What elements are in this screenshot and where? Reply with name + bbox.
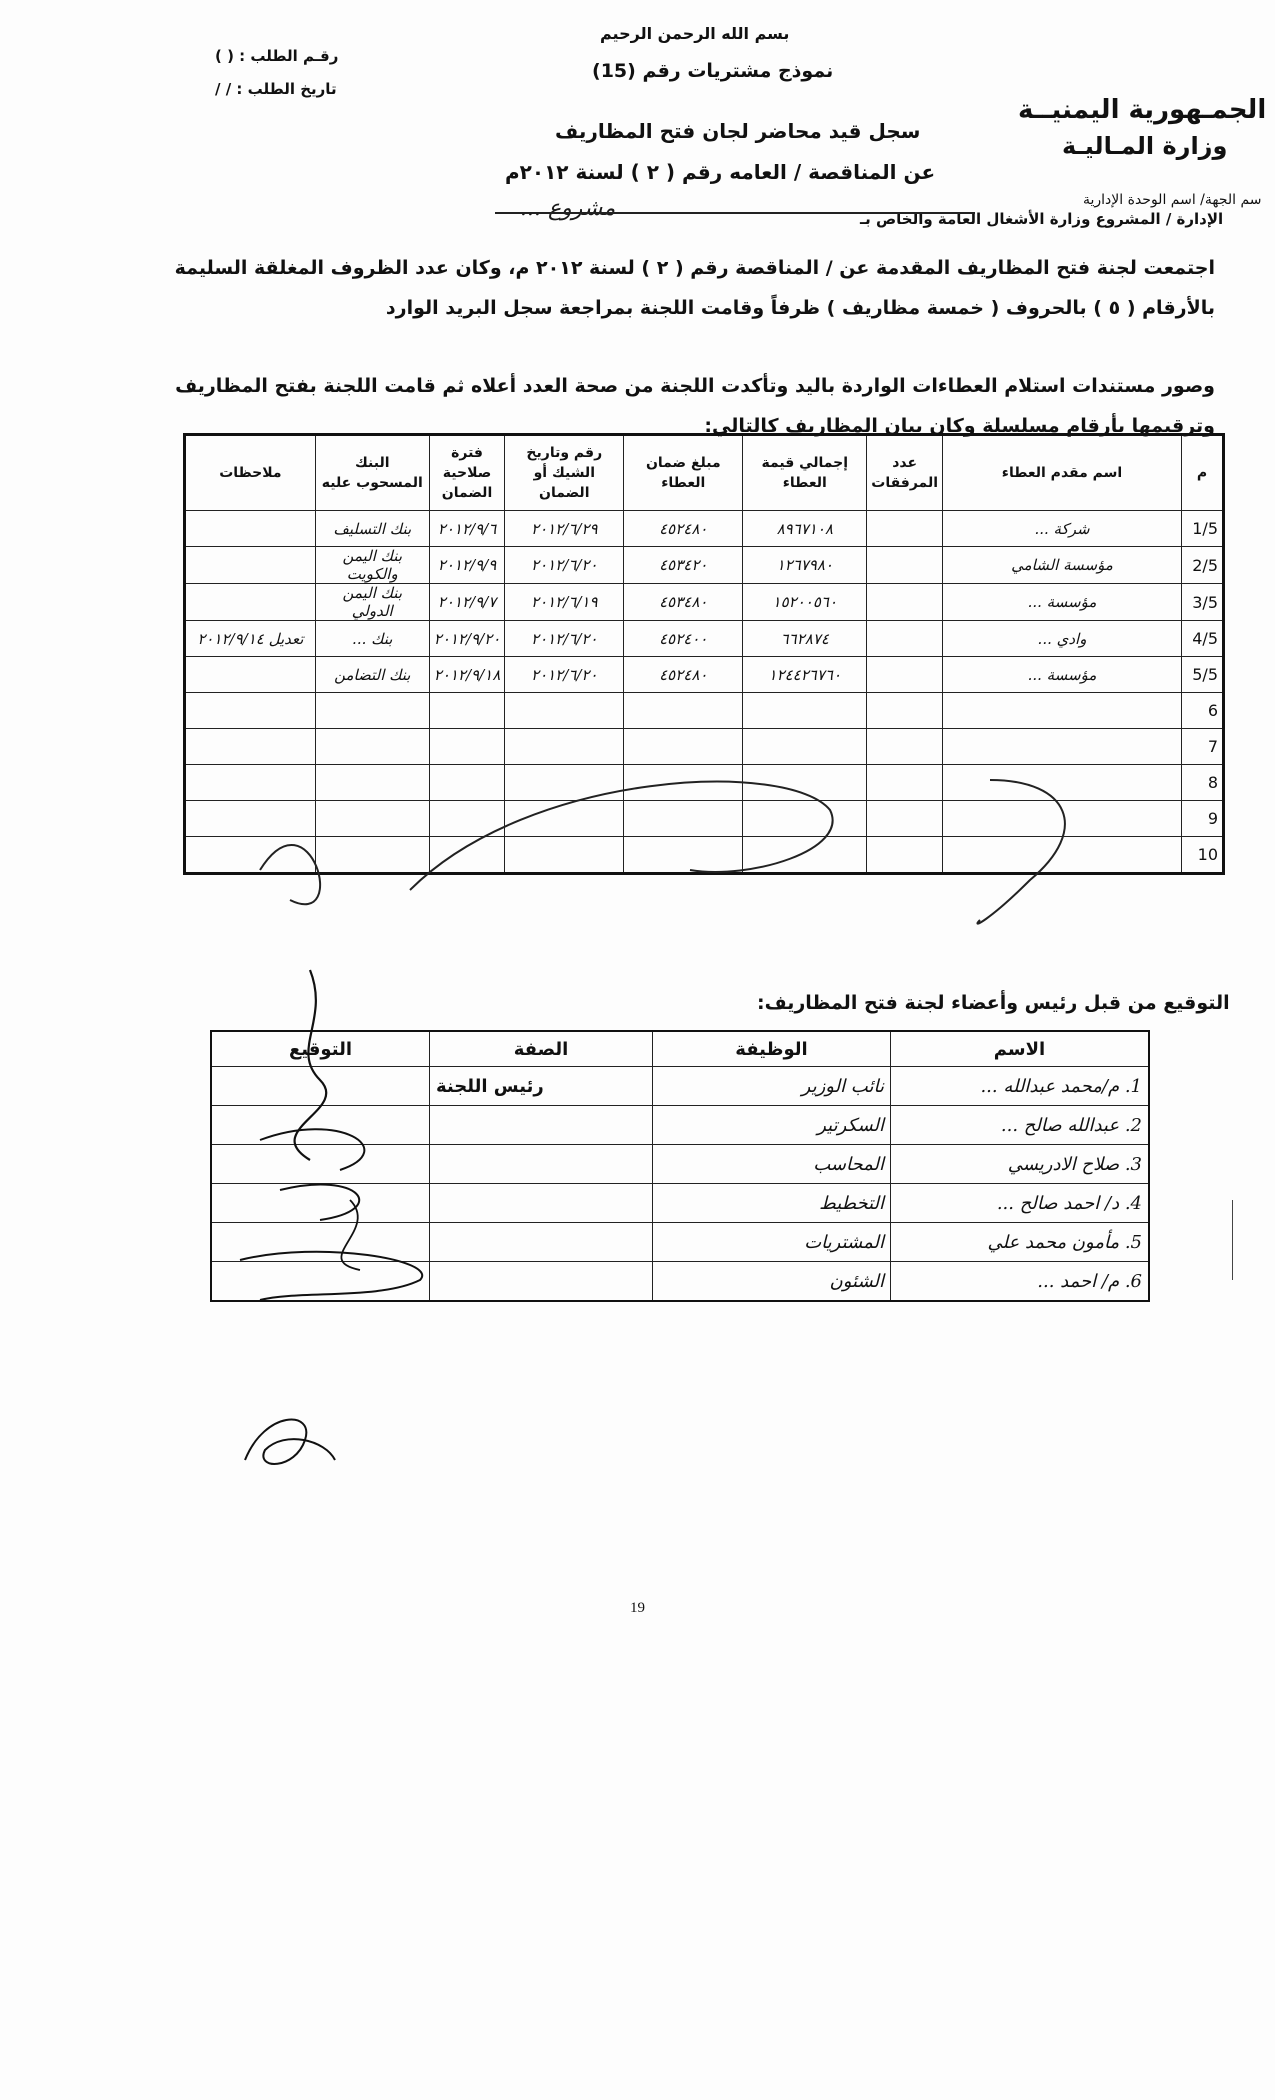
initials-scribble bbox=[225, 1400, 345, 1480]
row-serial: 1/5 bbox=[1182, 511, 1224, 547]
row-notes bbox=[185, 547, 316, 584]
signature-row bbox=[211, 1145, 1149, 1184]
col-notes: ملاحظات bbox=[185, 435, 316, 511]
table-row bbox=[185, 547, 1224, 584]
bids-table bbox=[183, 433, 1225, 875]
row-attachments bbox=[867, 729, 943, 765]
member-job: نائب الوزير bbox=[653, 1067, 891, 1106]
member-signature bbox=[211, 1106, 430, 1145]
row-validity: ٢٠١٢/٩/٩ bbox=[429, 547, 505, 584]
row-serial: 3/5 bbox=[1182, 584, 1224, 621]
project-label: الإدارة / المشروع وزارة الأشغال العامة والخاص بـ bbox=[860, 210, 1224, 228]
ministry-name: وزارة المـاليـة bbox=[1062, 132, 1228, 160]
project-underline bbox=[495, 212, 975, 214]
col-signature: التوقيع bbox=[211, 1031, 430, 1067]
row-guarantee bbox=[624, 765, 743, 801]
row-notes bbox=[185, 729, 316, 765]
row-notes bbox=[185, 584, 316, 621]
row-cheque bbox=[505, 693, 624, 729]
row-cheque bbox=[505, 801, 624, 837]
signatures-heading: التوقيع من قبل رئيس وأعضاء لجنة فتح المظاريف: bbox=[757, 992, 1230, 1014]
row-guarantee: ٤٥٢٤٠٠ bbox=[624, 621, 743, 657]
basmala: بسم الله الرحمن الرحيم bbox=[600, 24, 790, 43]
project-handwritten: مشروع ... bbox=[520, 196, 616, 221]
table-row bbox=[185, 511, 1224, 547]
col-name: الاسم bbox=[891, 1031, 1150, 1067]
row-bank bbox=[315, 693, 429, 729]
row-serial: 5/5 bbox=[1182, 657, 1224, 693]
member-job: المشتريات bbox=[653, 1223, 891, 1262]
row-notes bbox=[185, 801, 316, 837]
row-guarantee: ٤٥٢٤٨٠ bbox=[624, 657, 743, 693]
row-attachments bbox=[867, 765, 943, 801]
row-notes bbox=[185, 657, 316, 693]
row-cheque bbox=[505, 729, 624, 765]
signature-row bbox=[211, 1067, 1149, 1106]
intro-line-3: وصور مستندات استلام العطاءات الواردة باليد وتأكدت اللجنة من صحة العدد أعلاه ثم قامت اللجنة بفتح المظاريف bbox=[175, 375, 1215, 397]
member-job: الشئون bbox=[653, 1262, 891, 1302]
table-row bbox=[185, 765, 1224, 801]
row-total bbox=[743, 801, 867, 837]
row-serial: 10 bbox=[1182, 837, 1224, 874]
signatures-table bbox=[210, 1030, 1150, 1302]
page-number: 19 bbox=[630, 1600, 645, 1616]
row-bidder: مؤسسة ... bbox=[943, 584, 1182, 621]
scan-artifact-line bbox=[1232, 1200, 1233, 1280]
row-guarantee bbox=[624, 729, 743, 765]
row-total bbox=[743, 837, 867, 874]
row-total: ١٢٦٧٩٨٠ bbox=[743, 547, 867, 584]
member-signature bbox=[211, 1067, 430, 1106]
row-validity: ٢٠١٢/٩/١٨ bbox=[429, 657, 505, 693]
row-serial: 7 bbox=[1182, 729, 1224, 765]
member-role: رئيس اللجنة bbox=[430, 1067, 653, 1106]
signature-row bbox=[211, 1184, 1149, 1223]
row-serial: 8 bbox=[1182, 765, 1224, 801]
row-total: ١٥٢٠٠٥٦٠ bbox=[743, 584, 867, 621]
row-attachments bbox=[867, 837, 943, 874]
row-bidder: مؤسسة الشامي bbox=[943, 547, 1182, 584]
row-cheque bbox=[505, 765, 624, 801]
row-guarantee: ٤٥٣٤٨٠ bbox=[624, 584, 743, 621]
row-cheque: ٢٠١٢/٦/٢٠ bbox=[505, 657, 624, 693]
row-validity bbox=[429, 693, 505, 729]
row-total: ١٢٤٤٢٦٧٦٠ bbox=[743, 657, 867, 693]
member-role bbox=[430, 1184, 653, 1223]
row-validity bbox=[429, 837, 505, 874]
row-bidder bbox=[943, 765, 1182, 801]
republic-name: الجمـهورية اليمنيــة bbox=[1018, 95, 1267, 125]
row-validity: ٢٠١٢/٩/٢٠ bbox=[429, 621, 505, 657]
col-validity: فترة صلاحية الضمان bbox=[429, 435, 505, 511]
tender-line: عن المناقصة / العامه رقم ( ٢ ) لسنة ٢٠١٢م bbox=[505, 160, 936, 184]
member-signature bbox=[211, 1184, 430, 1223]
row-notes bbox=[185, 837, 316, 874]
row-serial: 4/5 bbox=[1182, 621, 1224, 657]
row-bidder: وادي ... bbox=[943, 621, 1182, 657]
table-row bbox=[185, 801, 1224, 837]
col-serial: م bbox=[1182, 435, 1224, 511]
row-notes: تعديل ٢٠١٢/٩/١٤ bbox=[185, 621, 316, 657]
row-cheque bbox=[505, 837, 624, 874]
row-notes bbox=[185, 693, 316, 729]
row-serial: 9 bbox=[1182, 801, 1224, 837]
row-bidder bbox=[943, 837, 1182, 874]
row-serial: 6 bbox=[1182, 693, 1224, 729]
table-row bbox=[185, 729, 1224, 765]
row-notes bbox=[185, 511, 316, 547]
col-job: الوظيفة bbox=[653, 1031, 891, 1067]
member-role bbox=[430, 1145, 653, 1184]
row-attachments bbox=[867, 801, 943, 837]
row-cheque: ٢٠١٢/٦/٢٠ bbox=[505, 621, 624, 657]
col-bidder: اسم مقدم العطاء bbox=[943, 435, 1182, 511]
member-job: السكرتير bbox=[653, 1106, 891, 1145]
row-guarantee: ٤٥٢٤٨٠ bbox=[624, 511, 743, 547]
bids-header-row bbox=[185, 435, 1224, 511]
signature-row bbox=[211, 1106, 1149, 1145]
col-role: الصفة bbox=[430, 1031, 653, 1067]
row-guarantee bbox=[624, 801, 743, 837]
row-notes bbox=[185, 765, 316, 801]
table-row bbox=[185, 584, 1224, 621]
member-signature bbox=[211, 1223, 430, 1262]
row-attachments bbox=[867, 547, 943, 584]
row-total: ٦٦٢٨٧٤ bbox=[743, 621, 867, 657]
row-bidder bbox=[943, 801, 1182, 837]
intro-line-2: بالأرقام ( ٥ ) بالحروف ( خمسة مظاريف ) ظرفاً وقامت اللجنة بمراجعة سجل البريد الوارد bbox=[385, 297, 1215, 319]
col-total: إجمالي قيمة العطاء bbox=[743, 435, 867, 511]
row-total bbox=[743, 693, 867, 729]
row-guarantee: ٤٥٣٤٢٠ bbox=[624, 547, 743, 584]
row-guarantee bbox=[624, 693, 743, 729]
row-bank: بنك اليمن الدولي bbox=[315, 584, 429, 621]
row-validity: ٢٠١٢/٩/٧ bbox=[429, 584, 505, 621]
row-bank: بنك التسليف bbox=[315, 511, 429, 547]
row-bidder bbox=[943, 693, 1182, 729]
signature-row bbox=[211, 1262, 1149, 1302]
row-bank bbox=[315, 729, 429, 765]
member-name: 1. م/محمد عبدالله ... bbox=[891, 1067, 1150, 1106]
row-serial: 2/5 bbox=[1182, 547, 1224, 584]
member-name: 5. مأمون محمد علي bbox=[891, 1223, 1150, 1262]
row-attachments bbox=[867, 584, 943, 621]
signature-row bbox=[211, 1223, 1149, 1262]
col-bank: البنك المسحوب عليه bbox=[315, 435, 429, 511]
row-attachments bbox=[867, 657, 943, 693]
row-cheque: ٢٠١٢/٦/١٩ bbox=[505, 584, 624, 621]
member-name: 3. صلاح الادريسي bbox=[891, 1145, 1150, 1184]
member-role bbox=[430, 1223, 653, 1262]
member-name: 4. د/ احمد صالح ... bbox=[891, 1184, 1150, 1223]
table-row bbox=[185, 693, 1224, 729]
row-bidder bbox=[943, 729, 1182, 765]
row-validity bbox=[429, 729, 505, 765]
row-bank: بنك ... bbox=[315, 621, 429, 657]
member-name: 6. م/ احمد ... bbox=[891, 1262, 1150, 1302]
row-guarantee bbox=[624, 837, 743, 874]
col-guarantee: مبلغ ضمان العطاء bbox=[624, 435, 743, 511]
member-role bbox=[430, 1262, 653, 1302]
member-job: التخطيط bbox=[653, 1184, 891, 1223]
row-bidder: مؤسسة ... bbox=[943, 657, 1182, 693]
row-bank: بنك اليمن والكويت bbox=[315, 547, 429, 584]
row-validity: ٢٠١٢/٩/٦ bbox=[429, 511, 505, 547]
row-validity bbox=[429, 801, 505, 837]
row-bank bbox=[315, 837, 429, 874]
row-attachments bbox=[867, 693, 943, 729]
member-name: 2. عبدالله صالح ... bbox=[891, 1106, 1150, 1145]
form-title: نموذج مشتريات رقم (15) bbox=[592, 60, 834, 82]
row-total bbox=[743, 729, 867, 765]
table-row bbox=[185, 621, 1224, 657]
register-title: سجل قيد محاضر لجان فتح المظاريف bbox=[555, 119, 921, 143]
row-total: ٨٩٦٧١٠٨ bbox=[743, 511, 867, 547]
row-bidder: شركة ... bbox=[943, 511, 1182, 547]
row-validity bbox=[429, 765, 505, 801]
request-number-label: رقـم الطلب : ( ) bbox=[215, 47, 339, 65]
col-attachments: عدد المرفقات bbox=[867, 435, 943, 511]
row-attachments bbox=[867, 621, 943, 657]
member-role bbox=[430, 1106, 653, 1145]
row-cheque: ٢٠١٢/٦/٢٠ bbox=[505, 547, 624, 584]
row-bank bbox=[315, 765, 429, 801]
row-cheque: ٢٠١٢/٦/٢٩ bbox=[505, 511, 624, 547]
col-cheque: رقم وتاريخ الشيك أو الضمان bbox=[505, 435, 624, 511]
table-row bbox=[185, 837, 1224, 874]
request-date-label: تاريخ الطلب : / / bbox=[215, 80, 337, 98]
row-attachments bbox=[867, 511, 943, 547]
member-job: المحاسب bbox=[653, 1145, 891, 1184]
intro-line-1: اجتمعت لجنة فتح المظاريف المقدمة عن / المناقصة رقم ( ٢ ) لسنة ٢٠١٢ م، وكان عدد الظروف المغلقة السليمة bbox=[174, 257, 1215, 279]
row-total bbox=[743, 765, 867, 801]
member-signature bbox=[211, 1262, 430, 1302]
row-bank bbox=[315, 801, 429, 837]
intro-line-4: وترقيمها بأرقام مسلسلة وكان بيان المظاريف كالتالي: bbox=[704, 415, 1215, 437]
signatures-header-row bbox=[211, 1031, 1149, 1067]
row-bank: بنك التضامن bbox=[315, 657, 429, 693]
member-signature bbox=[211, 1145, 430, 1184]
table-row bbox=[185, 657, 1224, 693]
entity-label: سم الجهة/ اسم الوحدة الإدارية bbox=[1083, 192, 1262, 208]
